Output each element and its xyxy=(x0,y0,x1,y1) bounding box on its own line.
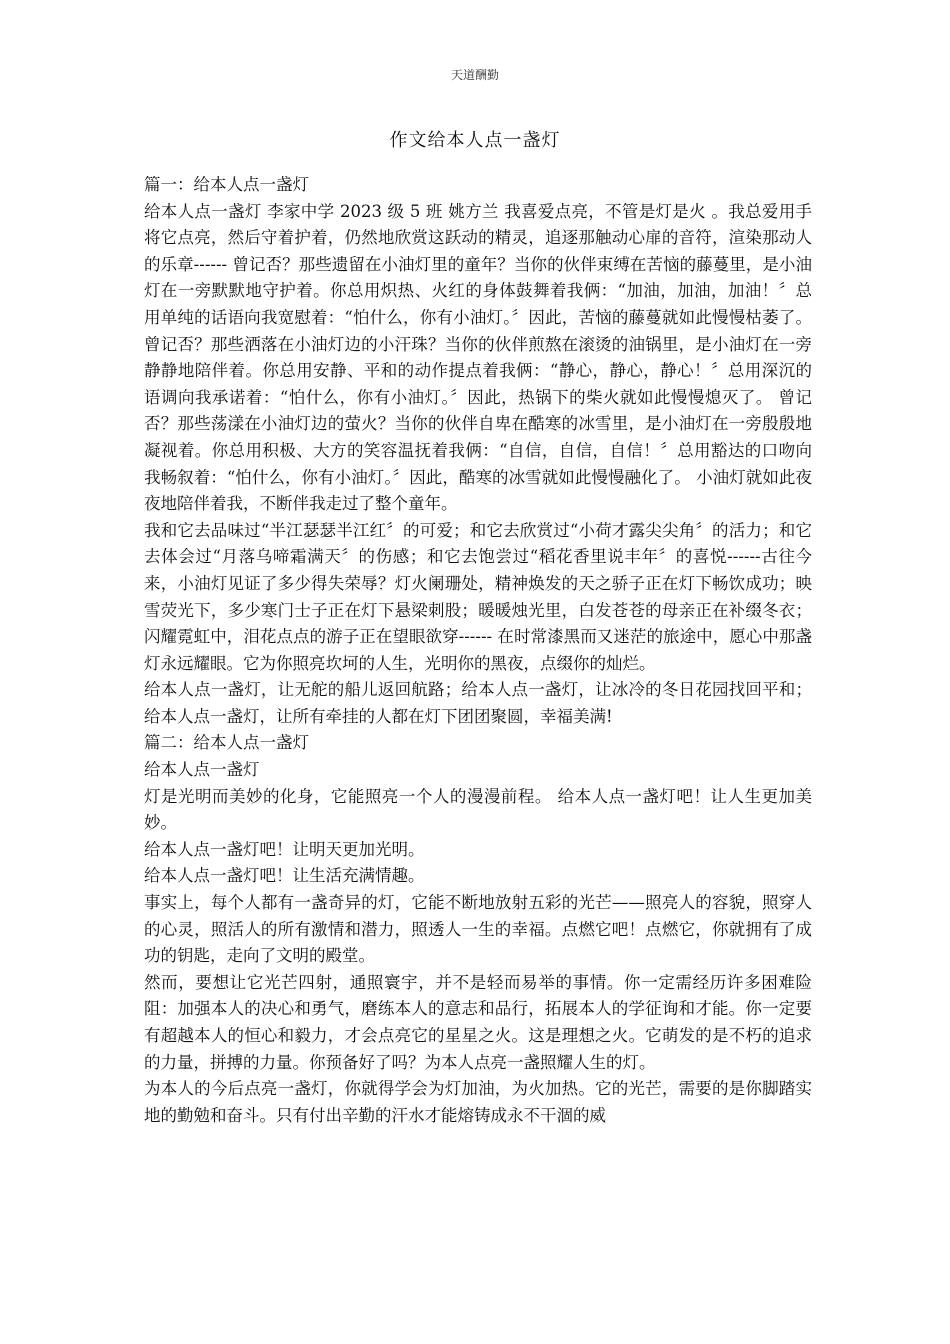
page-header: 天道酬勤 xyxy=(450,68,499,82)
paragraph: 为本人的今后点亮一盏灯，你就得学会为灯加油，为火加热。它的光芒，需要的是你脚踏实地的勤勉和奋斗。只有付出辛勤的汗水才能熔铸成永不干涸的威 xyxy=(144,1079,812,1125)
paragraph: 事实上，每个人都有一盏奇异的灯，它能不断地放射五彩的光芒——照亮人的容貌，照穿人的心灵，照活人的所有激情和潜力，照透人一生的幸福。点燃它吧！点燃它，你就拥有了成功的钥匙，走向了文明的殿堂。 xyxy=(144,893,812,966)
document-body xyxy=(144,172,812,1129)
paragraph: 灯是光明而美妙的化身，它能照亮一个人的漫漫前程。 给本人点一盏灯吧！让人生更加美妙。 xyxy=(144,786,812,833)
paragraph: 给本人点一盏灯 李家中学 2023 级 5 班 姚方兰 我喜爱点亮，不管是灯是火 。我总爱用手将它点亮，然后守着护着，仍然地欣赏这跃动的精灵，追逐那触动心扉的音符，渲染那动人的乐章------ 曾记否？那些遗留在小油灯里的童年？当你的伙伴束缚在苦恼的藤蔓里，是小油灯在一旁默默地守护着。你总用炽热、火红的身体鼓舞着我俩：“加油，加油，加油！〞总用单纯的话语向我宽慰着：“怕什么，你有小油灯。〞因此，苦恼的藤蔓就如此慢慢枯萎了。 曾记否？那些洒落在小油灯边的小汗珠？当你的伙伴煎熬在滚烫的油锅里，是小油灯在一旁静静地陪伴着。你总用安静、平和的动作提点着我俩：“静心，静心，静心！〞总用深沉的语调向我承诺着：“怕什么，你有小油灯。〞因此，热锅下的柴火就如此慢慢熄灭了。 曾记否？那些荡漾在小油灯边的萤火？当你的伙伴自卑在酷寒的冰雪里，是小油灯在一旁殷殷地凝视着。你总用积极、大方的笑容温抚着我俩：“自信，自信，自信！〞总用豁达的口吻向我畅叙着：“怕什么，你有小油灯。〞因此，酷寒的冰雪就如此慢慢融化了。 小油灯就如此夜夜地陪伴着我，不断伴我走过了整个童年。 xyxy=(144,201,812,514)
document-title: 作文给本人点一盏灯 xyxy=(389,130,561,151)
paragraph: 篇二：给本人点一盏灯 xyxy=(144,733,309,753)
paragraph: 给本人点一盏灯吧！让生活充满情趣。 xyxy=(144,866,425,886)
paragraph: 给本人点一盏灯 xyxy=(144,760,260,780)
paragraph: 我和它去品味过“半江瑟瑟半江红〞的可爱；和它去欣赏过“小荷才露尖尖角〞的活力；和它去体会过“月落乌啼霜满天〞的伤感；和它去饱尝过“稻花香里说丰年〞的喜悦------古往今来，小油灯见证了多少得失荣辱？灯火阑珊处，精神焕发的天之骄子正在灯下畅饮成功；映雪荧光下，多少寒门士子正在灯下悬梁刺股；暖暖烛光里，白发苍苍的母亲正在补缀冬衣；闪耀霓虹中，泪花点点的游子正在望眼欲穿------ 在时常漆黑而又迷茫的旅途中，愿心中那盏灯永远耀眼。它为你照亮坎坷的人生，光明你的黑夜，点缀你的灿烂。 xyxy=(144,520,812,673)
paragraph: 给本人点一盏灯，让无舵的船儿返回航路；给本人点一盏灯，让冰冷的冬日花园找回平和；给本人点一盏灯，让所有牵挂的人都在灯下团团聚圆，幸福美满! xyxy=(144,680,812,726)
paragraph: 篇一：给本人点一盏灯 xyxy=(144,175,309,194)
paragraph: 给本人点一盏灯吧！让明天更加光明。 xyxy=(144,839,425,859)
paragraph: 然而，要想让它光芒四射，通照寰宇，并不是轻而易举的事情。你一定需经历许多困难险阻：加强本人的决心和勇气，磨练本人的意志和品行，拓展本人的学征询和才能。你一定要有超越本人的恒心和毅力，才会点亮它的星星之火。这是理想之火。它萌发的是不朽的追求的力量，拼搏的力量。你预备好了吗？为本人点亮一盏照耀人生的灯。 xyxy=(144,972,812,1072)
